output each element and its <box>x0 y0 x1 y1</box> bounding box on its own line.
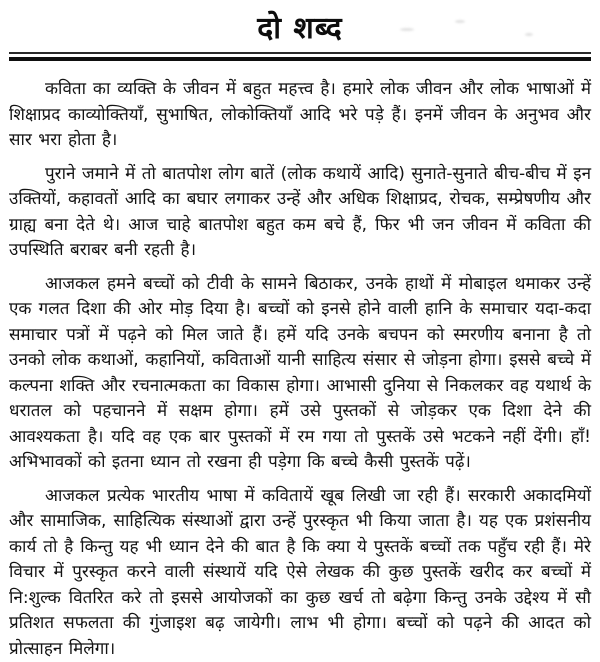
preface-body <box>9 77 591 662</box>
scan-artifact <box>525 33 533 36</box>
title-divider-thin-rule <box>9 52 591 54</box>
title-divider-thick-rule <box>9 57 591 61</box>
paragraph-1: कविता का व्यक्ति के जीवन में बहुत महत्त्व है। हमारे लोक जीवन और लोक भाषाओं में शिक्षाप्रद काव्योक्तियाँ, सुभाषित, लोकोक्तियाँ आदि भरे पड़े हैं। इनमें जीवन के अनुभव और सार भरा होता है। <box>9 77 591 154</box>
paragraph-4: आजकल प्रत्येक भारतीय भाषा में कवितायें खूब लिखी जा रही हैं। सरकारी अकादमियों और सामाजिक, साहित्यिक संस्थाओं द्वारा उन्हें पुरस्कृत भी किया जाता है। यह एक प्रशंसनीय कार्य तो है किन्तु यह भी ध्यान देने की बात है कि क्या ये पुस्तकें बच्चों तक पहुँच रही हैं। मेरे विचार में पुरस्कृत करने वाली संस्थायें यदि ऐसे लेखक की कुछ पुस्तकें खरीद कर बच्चों में नि:शुल्क वितरित करे तो इससे आयोजकों का कुछ खर्च तो बढ़ेगा किन्तु उनके उद्देश्य में सौ प्रतिशत सफलता की गुंजाइश बढ़ जायेगी। लाभ भी होगा। बच्चों को पढ़ने की आदत को प्रोत्साहन मिलेगा। <box>9 484 591 662</box>
paragraph-2: पुराने जमाने में तो बातपोश लोग बातें (लोक कथायें आदि) सुनाते-सुनाते बीच-बीच में इन उक्तियों, कहावतों आदि का बघार लगाकर उन्हें और अधिक शिक्षाप्रद, रोचक, सम्प्रेषणीय और ग्राह्य बना देते थे। आज चाहे बातपोश बहुत कम बचे हैं, फिर भी जन जीवन में कविता की उपस्थिति बराबर बनी रहती है। <box>9 162 591 264</box>
scan-artifact <box>455 20 465 23</box>
paragraph-3: आजकल हमने बच्चों को टीवी के सामने बिठाकर, उनके हाथों में मोबाइल थमाकर उन्हें एक गलत दिशा की ओर मोड़ दिया है। बच्चों को इनसे होने वाली हानि के समाचार यदा-कदा समाचार पत्रों में पढ़ने को मिल जाते हैं। हमें यदि उनके बचपन को स्मरणीय बनाना है तो उनको लोक कथाओं, कहानियों, कविताओं यानी साहित्य संसार से जोड़ना होगा। इससे बच्चे में कल्पना शक्ति और रचनात्मकता का विकास होगा। आभासी दुनिया से निकलकर वह यथार्थ के धरातल को पहचानने में सक्षम होगा। हमें उसे पुस्तकों से जोड़कर एक दिशा देने की आवश्यकता है। यदि वह एक बार पुस्तकों में रम गया तो पुस्तकें उसे भटकने नहीं देंगी। हाँ! अभिभावकों को इतना ध्यान तो रखना ही पड़ेगा कि बच्चे कैसी पुस्तकें पढ़ें। <box>9 272 591 476</box>
scan-artifact <box>400 28 414 31</box>
page-title: दो शब्द <box>9 6 591 47</box>
